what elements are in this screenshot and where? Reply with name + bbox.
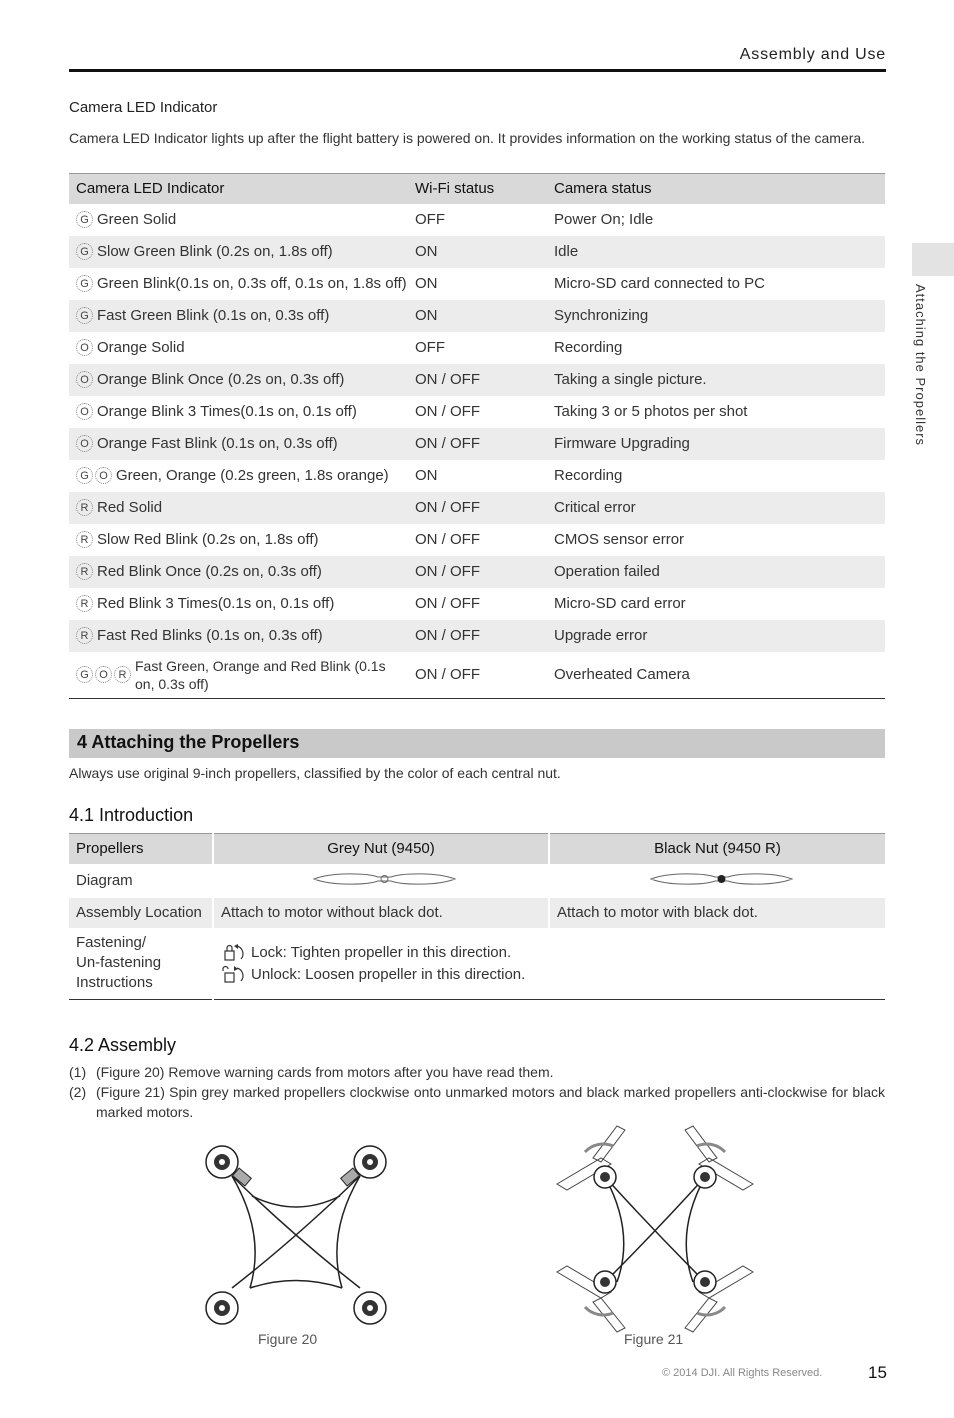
column-header: Wi-Fi status [408, 174, 547, 204]
header-title: Assembly and Use [739, 46, 886, 63]
camera-status: CMOS sensor error [554, 531, 685, 548]
led-indicator-label: Orange Blink Once (0.2s on, 0.3s off) [97, 371, 345, 388]
wifi-status: ON / OFF [415, 403, 480, 420]
camera-status: Critical error [547, 492, 885, 524]
led-o-icon: O [95, 467, 112, 484]
black-nut-propeller-diagram [649, 868, 794, 890]
section-title: 4 Attaching the Propellers [77, 732, 300, 752]
led-o-icon: O [76, 435, 93, 452]
led-r-icon: R [76, 531, 93, 548]
led-g-icon: G [76, 307, 93, 324]
led-indicator-label: Fast Red Blinks (0.1s on, 0.3s off) [97, 627, 323, 644]
led-g-icon: G [76, 211, 93, 228]
figure-21-caption: Figure 21 [624, 1331, 684, 1347]
led-indicator-label: Slow Red Blink (0.2s on, 1.8s off) [97, 531, 319, 548]
led-indicator-label: Green Solid [97, 211, 177, 228]
column-header: Camera status [547, 174, 885, 204]
table-row [69, 300, 885, 332]
led-o-icon: O [76, 403, 93, 420]
table-row [69, 620, 885, 652]
header-rule [69, 69, 886, 72]
camera-status: Taking a single picture. [547, 364, 885, 396]
figure-20-caption: Figure 20 [258, 1331, 318, 1347]
wifi-status: ON / OFF [408, 652, 547, 699]
led-indicator-label: Orange Fast Blink (0.1s on, 0.3s off) [97, 435, 338, 452]
table-row [69, 396, 885, 428]
unlock-instruction: Unlock: Loosen propeller in this direction. [251, 965, 526, 983]
camera-status: Recording [554, 339, 623, 356]
table-row [69, 364, 885, 396]
column-header: Black Nut (9450 R) [549, 834, 885, 864]
grey-nut-propeller-diagram [312, 868, 457, 890]
side-tab [912, 243, 954, 276]
grey-location: Attach to motor without black dot. [213, 898, 549, 928]
step-text: (Figure 20) Remove warning cards from motors after you have read them. [96, 1064, 554, 1080]
camera-status: Upgrade error [547, 620, 885, 652]
subsection-title: 4.2 Assembly [69, 1035, 177, 1055]
lock-icon [221, 942, 247, 962]
camera-status: Power On; Idle [554, 211, 654, 228]
camera-led-table [69, 173, 885, 699]
wifi-status: ON [408, 236, 547, 268]
led-indicator-label: Orange Blink 3 Times(0.1s on, 0.1s off) [97, 403, 357, 420]
table-row [69, 556, 885, 588]
assembly-steps [69, 1062, 885, 1122]
table-row [69, 236, 885, 268]
step-text: (Figure 21) Spin grey marked propellers clockwise onto unmarked motors and black marked propellers anti-clockwise for black marked motors. [96, 1084, 885, 1120]
row-label: Assembly Location [69, 898, 213, 928]
led-r-icon: R [114, 666, 131, 683]
table-row [69, 588, 885, 620]
camera-led-title: Camera LED Indicator [69, 99, 218, 116]
table-row [69, 268, 885, 300]
led-indicator-label: Red Solid [97, 499, 163, 516]
page-number: 15 [868, 1363, 887, 1382]
table-row [69, 898, 885, 928]
propeller-table [69, 833, 885, 1000]
wifi-status: OFF [415, 339, 445, 356]
led-o-icon: O [76, 339, 93, 356]
side-tab-label: Attaching the Propellers [913, 284, 928, 447]
row-label: Instructions [76, 974, 153, 992]
black-location: Attach to motor with black dot. [549, 898, 885, 928]
table-row [69, 524, 885, 556]
camera-status: Recording [554, 467, 623, 484]
figure-21-drone-diagram [555, 1122, 755, 1334]
table-row [69, 428, 885, 460]
lock-instruction: Lock: Tighten propeller in this direction. [251, 943, 512, 961]
led-g-icon: G [76, 243, 93, 260]
led-g-icon: G [76, 666, 93, 683]
led-r-icon: R [76, 595, 93, 612]
figure-20-drone-diagram [198, 1138, 394, 1328]
wifi-status: ON / OFF [408, 364, 547, 396]
led-indicator-label: Red Blink Once (0.2s on, 0.3s off) [97, 563, 322, 580]
led-r-icon: R [76, 627, 93, 644]
table-header-row [69, 174, 885, 204]
wifi-status: ON / OFF [408, 556, 547, 588]
wifi-status: ON / OFF [415, 595, 480, 612]
led-r-icon: R [76, 499, 93, 516]
table-row [69, 492, 885, 524]
led-r-icon: R [76, 563, 93, 580]
step-number: (1) [69, 1064, 87, 1080]
wifi-status: ON / OFF [415, 531, 480, 548]
wifi-status: ON [408, 300, 547, 332]
led-indicator-label: Green, Orange (0.2s green, 1.8s orange) [116, 467, 389, 484]
camera-status: Idle [547, 236, 885, 268]
wifi-status: ON [415, 467, 438, 484]
subsection-title: 4.1 Introduction [69, 805, 194, 825]
row-label: Diagram [76, 872, 133, 889]
table-row [69, 204, 885, 236]
led-indicator-label: Red Blink 3 Times(0.1s on, 0.1s off) [97, 595, 335, 612]
copyright: © 2014 DJI. All Rights Reserved. [662, 1367, 823, 1379]
wifi-status: OFF [415, 211, 445, 228]
led-o-icon: O [95, 666, 112, 683]
camera-status: Overheated Camera [547, 652, 885, 699]
led-g-icon: G [76, 275, 93, 292]
column-header: Camera LED Indicator [69, 174, 408, 204]
led-g-icon: G [76, 467, 93, 484]
list-item [69, 1082, 885, 1122]
unlock-icon [221, 964, 247, 984]
row-label: Fastening/ [76, 934, 147, 952]
step-number: (2) [69, 1084, 87, 1100]
row-label: Un-fastening [76, 954, 162, 972]
wifi-status: ON [415, 275, 438, 292]
led-indicator-label: Orange Solid [97, 339, 185, 356]
table-row [69, 864, 885, 898]
camera-led-intro: Camera LED Indicator lights up after the flight battery is powered on. It provides information on the working status of the camera. [69, 130, 866, 146]
camera-status: Micro-SD card error [554, 595, 686, 612]
led-indicator-label: Slow Green Blink (0.2s on, 1.8s off) [97, 243, 333, 260]
camera-status: Synchronizing [547, 300, 885, 332]
camera-status: Taking 3 or 5 photos per shot [554, 403, 748, 420]
wifi-status: ON / OFF [408, 492, 547, 524]
wifi-status: ON / OFF [408, 428, 547, 460]
column-header: Grey Nut (9450) [213, 834, 549, 864]
table-header-row [69, 834, 885, 864]
table-row [69, 460, 885, 492]
table-row [69, 332, 885, 364]
led-indicator-label: Fast Green, Orange and Red Blink (0.1s on, 0.3s off) [135, 657, 386, 692]
section-note: Always use original 9-inch propellers, classified by the color of each central nut. [69, 765, 561, 781]
camera-status: Firmware Upgrading [547, 428, 885, 460]
table-row [69, 928, 885, 1000]
table-row [69, 652, 885, 699]
camera-status: Micro-SD card connected to PC [554, 275, 765, 292]
led-o-icon: O [76, 371, 93, 388]
list-item [69, 1062, 885, 1082]
wifi-status: ON / OFF [408, 620, 547, 652]
column-header: Propellers [69, 834, 213, 864]
camera-status: Operation failed [547, 556, 885, 588]
led-indicator-label: Green Blink(0.1s on, 0.3s off, 0.1s on, 1.8s off) [97, 275, 407, 292]
led-indicator-label: Fast Green Blink (0.1s on, 0.3s off) [97, 307, 330, 324]
